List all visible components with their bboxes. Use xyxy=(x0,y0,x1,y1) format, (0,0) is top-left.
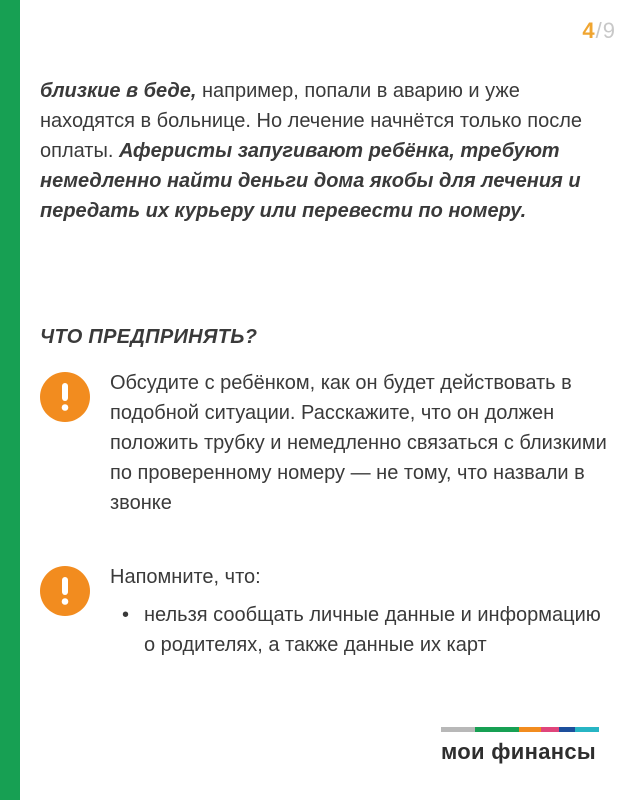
advice-text: Напомните, что: xyxy=(110,566,261,588)
logo-stripes xyxy=(441,727,599,732)
exclamation-icon xyxy=(40,372,90,422)
brand-logo xyxy=(441,727,599,765)
stripe-orange xyxy=(519,727,541,732)
stripe-blue xyxy=(559,727,575,732)
page-separator: / xyxy=(595,18,603,43)
advice-content xyxy=(110,562,615,660)
stripe-pink xyxy=(541,727,559,732)
page-current: 4 xyxy=(582,18,596,43)
stripe-green xyxy=(475,727,519,732)
exclamation-icon xyxy=(40,566,90,616)
bullet-item xyxy=(110,600,615,660)
intro-body: например, попали в аварию и уже находятся в больнице. Но лечение начнётся только после оплаты. xyxy=(40,80,582,162)
intro-paragraph xyxy=(40,76,610,226)
side-accent-bar xyxy=(0,0,20,800)
brand-name: мои финансы xyxy=(441,739,596,764)
stripe-gray xyxy=(441,727,475,732)
page-total: 9 xyxy=(602,18,616,43)
intro-lead: близкие в беде, xyxy=(40,80,197,102)
intro-warning: Аферисты запугивают ребёнка, требуют немедленно найти деньги дома якобы для лечения и передать их курьеру или перевести по номеру. xyxy=(40,140,581,222)
page-counter xyxy=(582,18,616,44)
advice-text: Обсудите с ребёнком, как он будет действовать в подобной ситуации. Расскажите, что он должен положить трубку и немедленно связаться с близкими по проверенному номеру — не тому, что назвали в звонке xyxy=(110,372,607,514)
section-title: ЧТО ПРЕДПРИНЯТЬ? xyxy=(40,326,258,348)
bullet-text: нельзя сообщать личные данные и информацию о родителях, а также данные их карт xyxy=(144,604,601,656)
stripe-teal xyxy=(575,727,599,732)
bullet-dot: • xyxy=(122,604,130,626)
